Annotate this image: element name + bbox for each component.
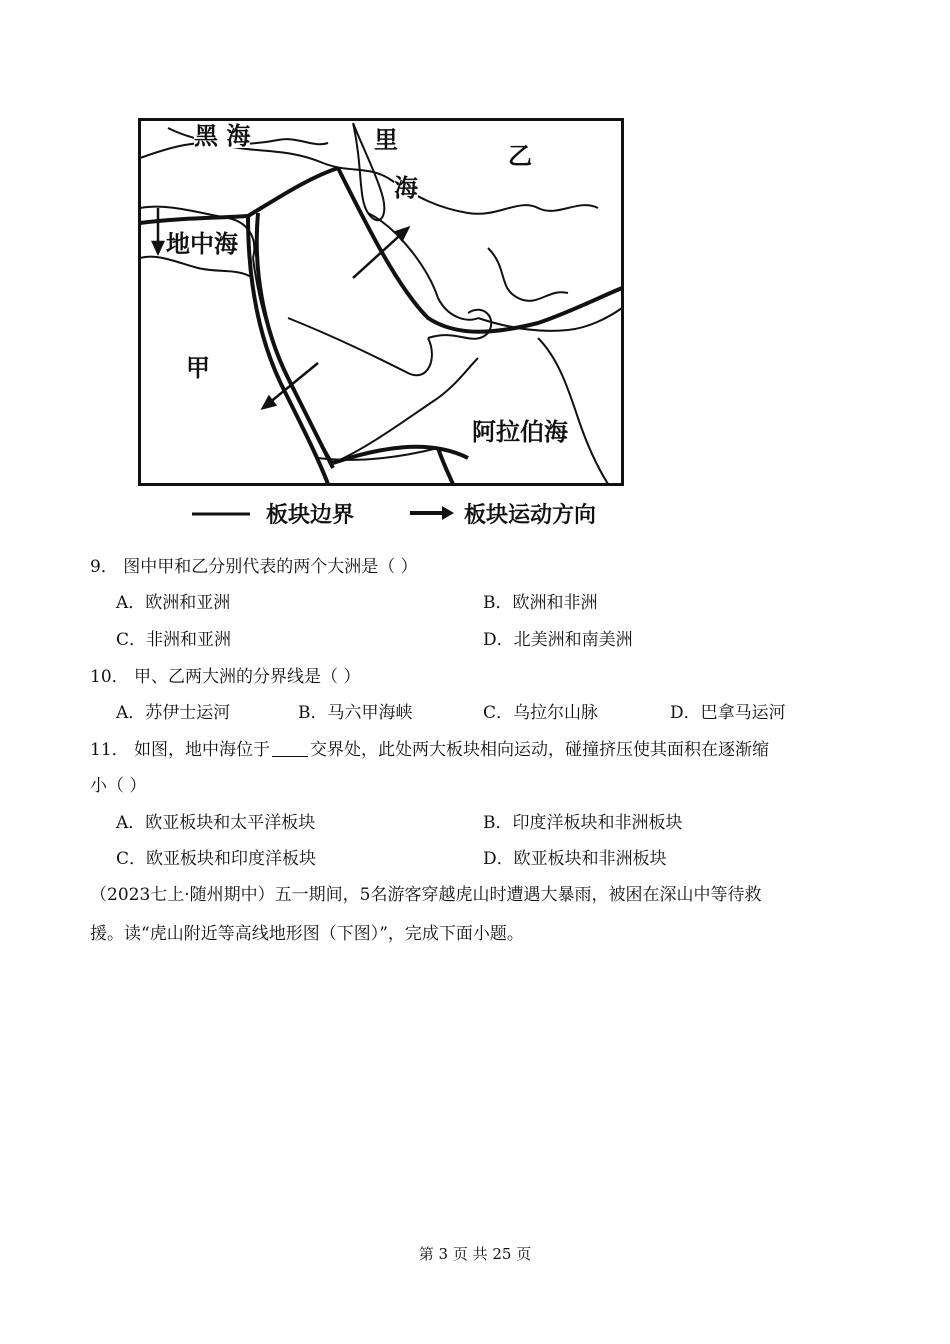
q10-option-c: C．乌拉尔山脉 bbox=[483, 703, 599, 723]
map-legend bbox=[190, 498, 630, 534]
legend-boundary bbox=[190, 498, 354, 534]
continent-jia-label: 甲 bbox=[186, 354, 210, 382]
arrow-right-icon bbox=[408, 498, 458, 534]
question-11-stem-line2: 小（ ） bbox=[90, 776, 147, 796]
q11-stem-after: 交界处，此处两大板块相向运动，碰撞挤压使其面积在逐渐缩 bbox=[310, 740, 770, 760]
legend-boundary-label: 板块边界 bbox=[266, 503, 355, 528]
page-footer: 第 3 页 共 25 页 bbox=[418, 1245, 532, 1263]
mediterranean-label: 地中海 bbox=[166, 230, 238, 258]
caspian-sea-label-2: 海 bbox=[394, 174, 418, 202]
arabian-sea-label: 阿拉伯海 bbox=[472, 418, 568, 446]
question-9-stem: 9． 图中甲和乙分别代表的两个大洲是（ ） bbox=[90, 557, 418, 577]
q9-option-c: C．非洲和亚洲 bbox=[116, 630, 232, 650]
q11-option-b: B．印度洋板块和非洲板块 bbox=[483, 813, 683, 833]
plate-map-figure bbox=[138, 118, 624, 486]
section-intro-line2: 援。读“虎山附近等高线地形图（下图）”，完成下面小题。 bbox=[90, 924, 524, 944]
q11-option-a: A．欧亚板块和太平洋板块 bbox=[116, 813, 316, 833]
boundary-line-icon bbox=[190, 498, 254, 534]
question-11-stem bbox=[90, 738, 769, 762]
section-intro-line1: （2023七上·随州期中）五一期间，5名游客穿越虎山时遭遇大暴雨，被困在深山中等待救 bbox=[90, 885, 762, 905]
q10-option-b: B．马六甲海峡 bbox=[298, 703, 413, 723]
q11-answer-blank bbox=[272, 740, 308, 757]
q10-option-a: A．苏伊士运河 bbox=[116, 703, 231, 723]
continent-yi-label: 乙 bbox=[508, 142, 532, 170]
q9-option-b: B．欧洲和非洲 bbox=[483, 593, 598, 613]
legend-direction bbox=[408, 498, 596, 534]
q9-option-a: A．欧洲和亚洲 bbox=[116, 593, 231, 613]
q9-option-d: D．北美洲和南美洲 bbox=[483, 630, 633, 650]
caspian-sea-label-1: 里 bbox=[374, 126, 398, 154]
q11-option-c: C．欧亚板块和印度洋板块 bbox=[116, 849, 317, 869]
q11-option-d: D．欧亚板块和非洲板块 bbox=[483, 849, 667, 869]
black-sea-label: 黑 海 bbox=[194, 122, 251, 150]
legend-direction-label: 板块运动方向 bbox=[464, 503, 597, 528]
question-10-stem: 10． 甲、乙两大洲的分界线是（ ） bbox=[90, 667, 361, 687]
q10-option-d: D．巴拿马运河 bbox=[670, 703, 786, 723]
q11-stem-before: 11． 如图，地中海位于 bbox=[90, 740, 271, 760]
